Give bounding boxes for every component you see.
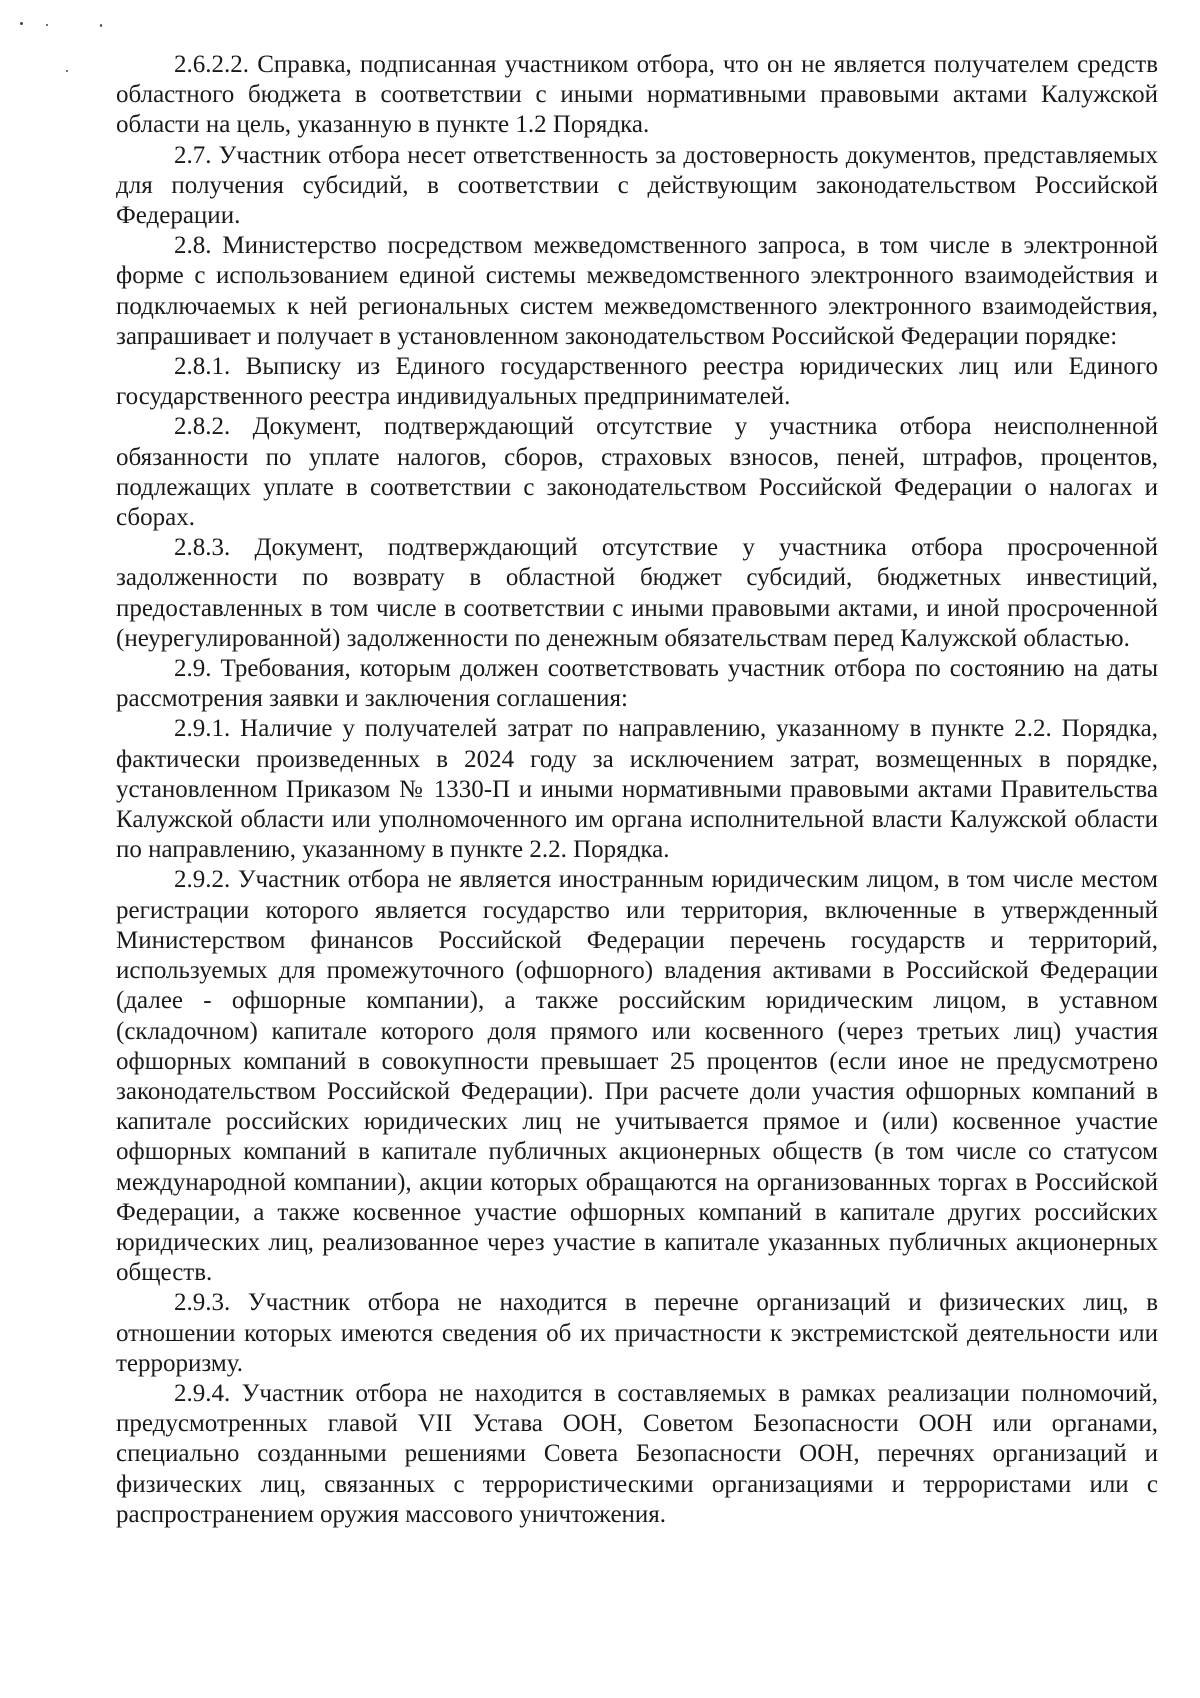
paragraph-2-9-2: 2.9.2. Участник отбора не является иностранным юридическим лицом, в том числе местом регистрации которого является государство или территория, включенные в утвержденный Министерством финансов Российской Федерации перечень государств и территорий, используемых для промежуточного (офшорного) владения активами в Российской Федерации (далее - офшорные компании), а также российским юридическим лицом, в уставном (складочном) капитале которого доля прямого или косвенного (через третьих лиц) участия офшорных компаний в совокупности превышает 25 процентов (если иное не предусмотрено законодательством Российской Федерации). При расчете доли участия офшорных компаний в капитале российских юридических лиц не учитывается прямое и (или) косвенное участие офшорных компаний в капитале публичных акционерных обществ (в том числе со статусом международной компании), акции которых обращаются на организованных торгах в Российской Федерации, а также косвенное участие офшорных компаний в капитале других российских юридических лиц, реализованное через участие в капитале указанных публичных акционерных обществ. <box>116 866 1158 1287</box>
paragraph-2-9: 2.9. Требования, которым должен соответствовать участник отбора по состоянию на даты рассмотрения заявки и заключения соглашения: <box>116 655 1158 713</box>
paragraph-2-9-4: 2.9.4. Участник отбора не находится в составляемых в рамках реализации полномочий, предусмотренных главой VII Устава ООН, Советом Безопасности ООН или органами, специально созданными решениями Совета Безопасности ООН, перечнях организаций и физических лиц, связанных с террористическими организациями и террористами или с распространением оружия массового уничтожения. <box>116 1379 1158 1528</box>
document-body <box>116 50 1158 1530</box>
scan-speck <box>66 70 68 72</box>
paragraph-2-8-1: 2.8.1. Выписку из Единого государственного реестра юридических лиц или Единого государственного реестра индивидуальных предпринимателей. <box>116 353 1158 411</box>
paragraph-2-6-2-2: 2.6.2.2. Справка, подписанная участником отбора, что он не является получателем средств областного бюджета в соответствии с иными нормативными правовыми актами Калужской области на цель, указанную в пункте 1.2 Порядка. <box>116 51 1158 139</box>
scan-speck <box>100 24 102 27</box>
paragraph-2-9-3: 2.9.3. Участник отбора не находится в перечне организаций и физических лиц, в отношении которых имеются сведения об их причастности к экстремистской деятельности или терроризму. <box>116 1289 1158 1377</box>
paragraph-2-8-2: 2.8.2. Документ, подтверждающий отсутствие у участника отбора неисполненной обязанности по уплате налогов, сборов, страховых взносов, пеней, штрафов, процентов, подлежащих уплате в соответствии с законодательством Российской Федерации о налогах и сборах. <box>116 413 1158 532</box>
scan-speck <box>20 22 23 25</box>
scan-speck <box>46 24 48 26</box>
paragraph-2-9-1: 2.9.1. Наличие у получателей затрат по направлению, указанному в пункте 2.2. Порядка, фактически произведенных в 2024 году за исключением затрат, возмещенных в порядке, установленном Приказом № 1330-П и иными нормативными правовыми актами Правительства Калужской области или уполномоченного им органа исполнительной власти Калужской области по направлению, указанному в пункте 2.2. Порядка. <box>116 715 1158 864</box>
paragraph-2-8-3: 2.8.3. Документ, подтверждающий отсутствие у участника отбора просроченной задолженности по возврату в областной бюджет субсидий, бюджетных инвестиций, предоставленных в том числе в соответствии с иными правовыми актами, и иной просроченной (неурегулированной) задолженности по денежным обязательствам перед Калужской областью. <box>116 534 1158 652</box>
paragraph-2-7: 2.7. Участник отбора несет ответственность за достоверность документов, представляемых для получения субсидий, в соответствии с действующим законодательством Российской Федерации. <box>116 141 1158 230</box>
paragraph-2-8: 2.8. Министерство посредством межведомственного запроса, в том числе в электронной форме с использованием единой системы межведомственного электронного взаимодействия и подключаемых к ней региональных систем межведомственного электронного взаимодействия, запрашивает и получает в установленном законодательством Российской Федерации порядке: <box>116 232 1158 350</box>
